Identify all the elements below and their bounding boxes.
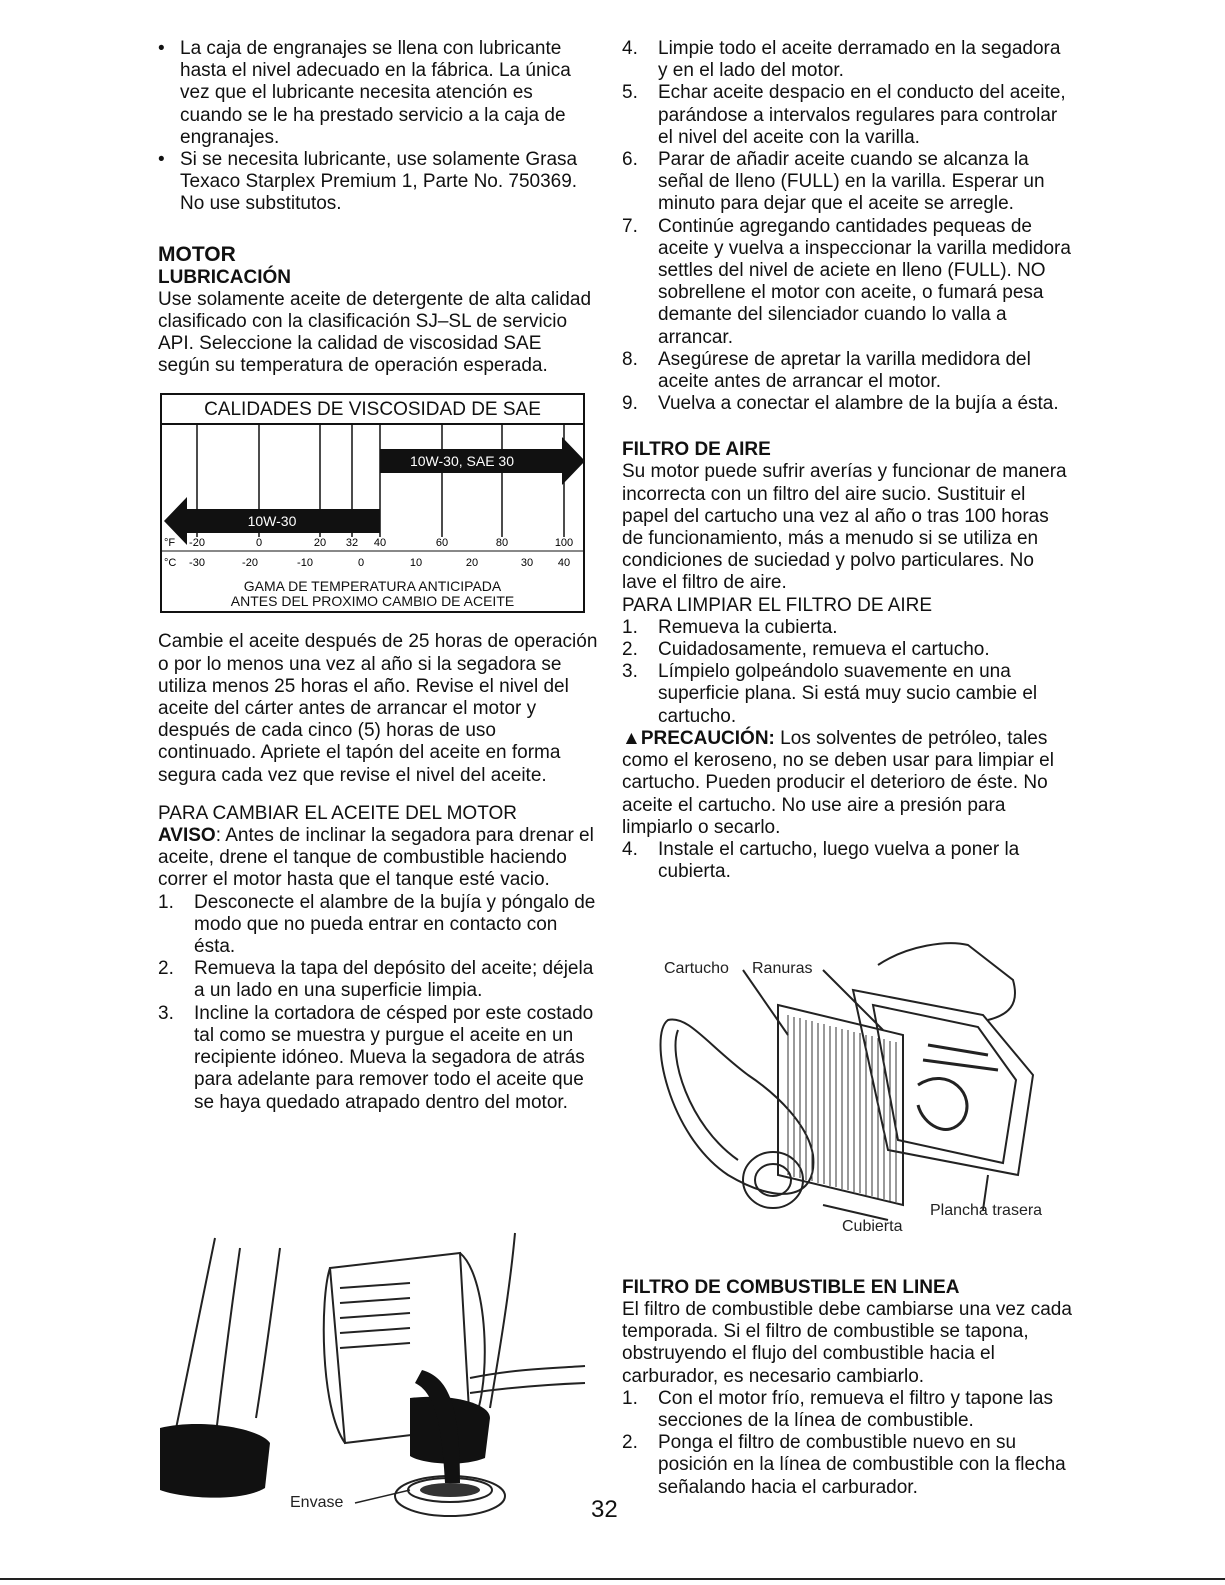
caution-label: PRECAUCIÓN: [640, 727, 775, 749]
c-tick: -30 [189, 557, 205, 570]
fuel-filter-section [622, 1277, 1072, 1499]
list-item: 1. Desconecte el alambre de la bujía y póngalo de modo que no pueda entrar en contacto con ésta. [158, 891, 596, 958]
f-tick: 20 [313, 537, 327, 550]
list-item: 2. Remueva la tapa del depósito del aceite; déjela a un lado en una superficie limpia. [158, 958, 594, 1002]
list-item: 5. Echar aceite despacio en el conducto del aceite, parándose a intervalos regulares para controlar el nivel del aceite con la varilla. [622, 82, 1066, 148]
viscosity-chart [160, 393, 585, 613]
chart-foot-line: GAMA DE TEMPERATURA ANTICIPADA [243, 578, 502, 595]
fuel-filter-paragraph: El filtro de combustible debe cambiarse una vez cada temporada. Si el filtro de combustible se tapona, obstruyendo el flujo del combustible hacia el carburador, es necesario cambiarlo. [622, 1299, 1072, 1387]
f-tick: 60 [435, 537, 449, 550]
bottom-rule [0, 1578, 1225, 1580]
list-item: 1. Remueva la cubierta. [622, 616, 838, 638]
c-unit-label: °C [164, 557, 177, 570]
list-item: 2. Ponga el filtro de combustible nuevo en su posición en la línea de combustible con la flecha señalando hacia el carburador. [622, 1432, 1066, 1498]
caution-paragraph [622, 728, 1072, 839]
list-item: 8. Asegúrese de apretar la varilla medidora del aceite antes de arrancar el motor. [622, 348, 1031, 393]
f-tick: 80 [495, 537, 509, 550]
bullet-text: Si se necesita lubricante, use solamente Grasa Texaco Starplex Premium 1, Parte No. 750369. No use substitutos. [180, 149, 578, 215]
right-column [622, 38, 1072, 883]
cartucho-label: Cartucho [664, 960, 729, 977]
viscosity-chart-graphic [162, 423, 583, 573]
c-tick: 20 [465, 557, 479, 570]
chart-foot-line: ANTES DEL PROXIMO CAMBIO DE ACEITE [230, 593, 515, 610]
air-filter-illustration [648, 935, 1068, 1245]
list-item: 3. Límpielo golpeándolo suavemente en una superficie plana. Si está muy sucio cambie el cartucho. [622, 661, 1038, 727]
c-tick: 0 [357, 557, 365, 570]
list-item: 2. Cuidadosamente, remueva el cartucho. [622, 639, 990, 661]
list-item: 4. Limpie todo el aceite derramado en la segadora y en el lado del motor. [622, 38, 1061, 82]
subsection-heading-lubricacion: LUBRICACIÓN [158, 266, 291, 288]
plancha-trasera-label: Plancha trasera [930, 1202, 1043, 1219]
c-tick: 10 [409, 557, 423, 570]
list-item: 3. Incline la cortadora de césped por este costado tal como se muestra y purgue el aceite en un recipiente idóneo. Mueva la segadora de atrás para adelante para remover todo el aceite que se haya quedado atrapado dentro del motor. [158, 1002, 594, 1113]
c-tick: 30 [520, 557, 534, 570]
arrow-label-right: 10W-30, SAE 30 [409, 453, 515, 470]
list-item: 1. Con el motor frío, remueva el filtro y tapone las secciones de la línea de combustible. [622, 1387, 1053, 1432]
ranuras-label: Ranuras [752, 960, 813, 977]
f-tick: -20 [189, 537, 205, 550]
list-item: • La caja de engranajes se llena con lubricante hasta el nivel adecuado en la fábrica. La única vez que el lubricante necesita atención es cuando se le ha prestado servicio a la caja de engranajes. [158, 38, 571, 148]
warning-icon: ▲ [622, 727, 641, 749]
wheel-left [160, 1424, 270, 1498]
section-heading-air-filter: FILTRO DE AIRE [622, 439, 771, 461]
section-heading-fuel-filter: FILTRO DE COMBUSTIBLE EN LINEA [622, 1277, 960, 1298]
chart-footnote [162, 579, 583, 609]
clean-air-filter-heading: PARA LIMPIAR EL FILTRO DE AIRE [622, 594, 933, 616]
oil-drain-illustration [160, 1228, 590, 1528]
list-item: 4. Instale el cartucho, luego vuelva a poner la cubierta. [622, 838, 1020, 883]
c-tick: 40 [557, 557, 571, 570]
list-item: • Si se necesita lubricante, use solamente Grasa Texaco Starplex Premium 1, Parte No. 750369. No use substitutos. [158, 149, 578, 215]
list-item: 6. Parar de añadir aceite cuando se alcanza la señal de lleno (FULL) en la varilla. Esperar un minuto para dejar que el aceite se arregle. [622, 149, 1045, 215]
air-filter-paragraph: Su motor puede sufrir averías y funcionar de manera incorrecta con un filtro del aire sucio. Sustituir el papel del cartucho una vez al año o tras 100 horas de funcionamiento, más a menudo si se utiliza en condiciones de suciedad y polvo particulares. No lave el filtro de aire. [622, 461, 1067, 594]
cubierta-label: Cubierta [842, 1218, 903, 1235]
cover [661, 1019, 814, 1193]
aviso-paragraph [158, 825, 598, 892]
envase-label: Envase [290, 1494, 344, 1511]
oil-change-paragraph: Cambie el aceite después de 25 horas de operación o por lo menos una vez al año si la segadora se utiliza menos 25 horas el año. Revise el nivel del aceite del cárter antes de arrancar el motor y después de cada cinco (5) horas de uso continuado. Apriete el tapón del aceite en forma segura cada vez que revise el nivel del aceite. [158, 631, 598, 786]
lubrication-paragraph: Use solamente aceite de detergente de alta calidad clasificado con la clasificación SJ–SL de servicio API. Seleccione la calidad de viscosidad SAE según su temperatura de operación esperada. [158, 288, 592, 377]
f-unit-label: °F [164, 537, 176, 550]
f-tick: 40 [373, 537, 387, 550]
section-heading-motor: MOTOR [158, 242, 236, 266]
left-column [158, 38, 598, 1114]
aviso-text: : Antes de inclinar la segadora para drenar el aceite, drene el tanque de combustible haciendo correr el motor hasta que el tanque esté vacio. [158, 825, 594, 891]
page-number: 32 [591, 1496, 618, 1523]
c-tick: -10 [297, 557, 313, 570]
list-item: 7. Continúe agregando cantidades pequeas de aceite y vuelva a inspeccionar la varilla medidora settles del nivel de aciete en lleno (FULL). NO sobrellene el motor con aceite, o fumará pesa demante del silenciador cuando lo valla a arrancar. [622, 215, 1071, 348]
arrow-label-left: 10W-30 [247, 513, 297, 530]
c-tick: -20 [242, 557, 258, 570]
chart-title: CALIDADES DE VISCOSIDAD DE SAE [162, 395, 583, 425]
f-tick: 0 [255, 537, 263, 550]
list-item: 9. Vuelva a conectar el alambre de la bujía a ésta. [622, 393, 1059, 415]
f-tick: 32 [345, 537, 359, 550]
f-tick: 100 [554, 537, 574, 550]
change-oil-heading: PARA CAMBIAR EL ACEITE DEL MOTOR [158, 802, 517, 824]
caution-text: Los solventes de petróleo, tales como el keroseno, no se deben usar para limpiar el cartucho. Pueden producir el deterioro de éste. No aceite el cartucho. No use aire a presión para limpiarlo o secarlo. [622, 727, 1054, 838]
aviso-label: AVISO [158, 825, 216, 847]
bullet-text: La caja de engranajes se llena con lubricante hasta el nivel adecuado en la fábrica. La única vez que el lubricante necesita atención es cuando se le ha prestado servicio a la caja de engranajes. [180, 38, 571, 148]
